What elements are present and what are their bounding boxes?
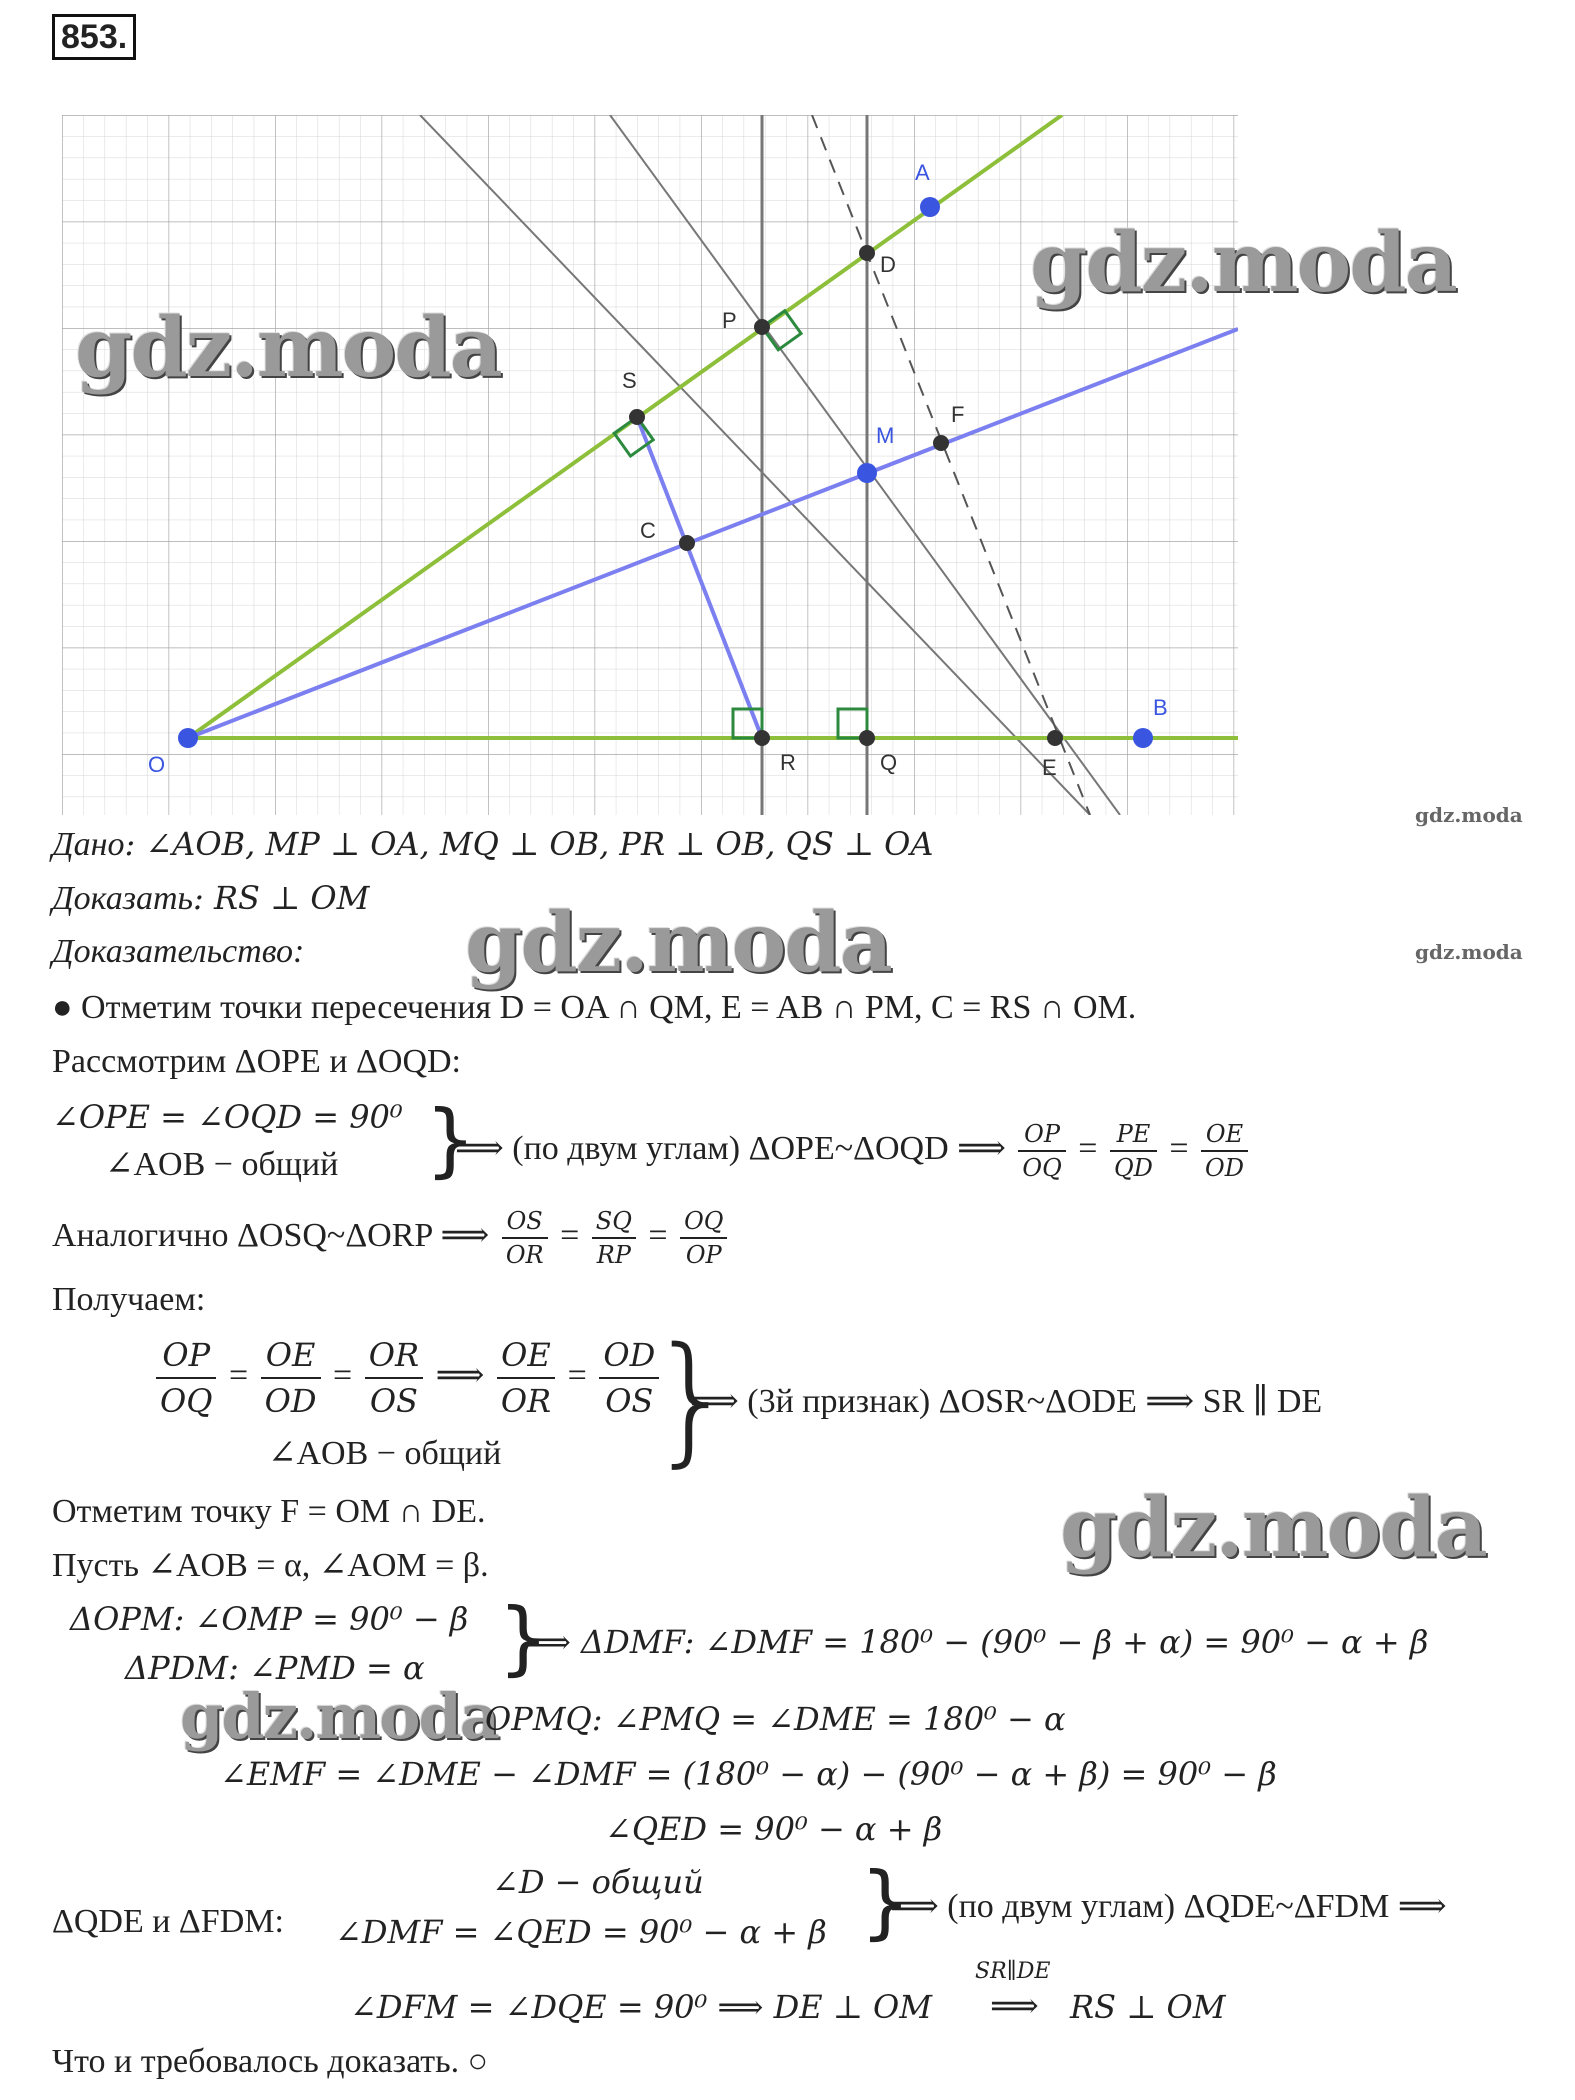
fraction: $\frac{OP}{OQ}$ — [1018, 1118, 1065, 1184]
fraction: $\frac{OQ}{OP}$ — [680, 1205, 727, 1271]
point-E — [1047, 730, 1063, 746]
fraction: $\frac{OS}{OR}$ — [502, 1205, 548, 1271]
label-Q: Q — [880, 750, 898, 775]
label-B: B — [1153, 695, 1168, 720]
let-line: Пусть ∠AOB = α, ∠AOM = β. — [52, 1547, 489, 1584]
end-line: Что и требовалось доказать. ○ — [52, 2043, 489, 2080]
fraction: $\frac{PE}{QD}$ — [1110, 1118, 1157, 1184]
label-A: A — [915, 160, 930, 185]
mark-F-line: Отметим точку F = OM ∩ DE. — [52, 1493, 486, 1530]
result-1: ⟹ (по двум углам) ΔOPE~ΔOQD ⟹ $\frac{OP}{OQ}$ = $\frac{PE}{QD}$ = $\frac{OE}{OD}$ — [455, 1118, 1252, 1184]
proof-label: Доказательство: — [52, 933, 305, 970]
watermark: gdz.moda — [1030, 215, 1456, 311]
fraction: $\frac{OP}{OQ}$ — [156, 1333, 216, 1423]
point-Q — [859, 730, 875, 746]
ratios-line: $\frac{OP}{OQ}$ = $\frac{OE}{OD}$ = $\frac{OR}{OS}$ ⟹ $\frac{OE}{OR}$ = $\frac{OD}{OS}$ — [152, 1333, 663, 1423]
consider-line: Рассмотрим ΔOPE и ΔOQD: — [52, 1043, 461, 1080]
label-E: E — [1042, 755, 1057, 780]
label-S: S — [622, 368, 637, 393]
label-F: F — [951, 402, 965, 427]
task-number: 853. — [52, 14, 136, 60]
brace: } — [425, 1093, 476, 1186]
label-D: D — [880, 252, 896, 277]
opm-line: ΔOPM: ∠OMP = 90⁰ − β — [70, 1600, 469, 1638]
label-P: P — [722, 308, 737, 333]
prove-line: Доказать: RS ⊥ OM — [52, 879, 370, 917]
point-C — [679, 535, 695, 551]
fraction: $\frac{OE}{OD}$ — [261, 1333, 321, 1423]
given-line: Дано: ∠AOB, MP ⊥ OA, MQ ⊥ OB, PR ⊥ OB, QS ⊥ OA — [52, 825, 934, 863]
watermark-small: gdz.moda — [1415, 803, 1523, 827]
emf-line: ∠EMF = ∠DME − ∠DMF = (180⁰ − α) − (90⁰ − α + β) = 90⁰ − β — [220, 1755, 1277, 1793]
result-3: ⟹ (по двум углам) ΔQDE~ΔFDM ⟹ — [890, 1888, 1447, 1925]
label-O: O — [148, 752, 166, 777]
d-common: ∠D − общий — [492, 1863, 704, 1901]
watermark: gdz.moda — [465, 895, 891, 991]
opmq-line: OPMQ: ∠PMQ = ∠DME = 180⁰ − α — [485, 1700, 1066, 1738]
final-result: RS ⊥ OM — [1070, 1988, 1226, 2026]
result-2: ⟹ (3й признак) ΔOSR~ΔODE ⟹ SR ∥ DE — [690, 1383, 1323, 1420]
final-over: SR∥DE — [975, 1959, 1051, 1984]
we-get-line: Получаем: — [52, 1281, 206, 1318]
watermark: gdz.moda — [75, 300, 501, 396]
label-R: R — [780, 750, 796, 775]
fraction: $\frac{OE}{OR}$ — [497, 1333, 555, 1423]
dmf-line: ⟹ ΔDMF: ∠DMF = 180⁰ − (90⁰ − β + α) = 90⁰ − α + β — [525, 1623, 1429, 1661]
pdm-line: ΔPDM: ∠PMD = α — [125, 1649, 425, 1687]
brace: } — [498, 1591, 549, 1684]
fraction: $\frac{OR}{OS}$ — [365, 1333, 423, 1423]
point-S — [629, 409, 645, 425]
point-P — [754, 319, 770, 335]
watermark: gdz.moda — [1060, 1480, 1486, 1576]
point-F — [933, 435, 949, 451]
final-line: ∠DFM = ∠DQE = 90⁰ ⟹ DE ⊥ OM — [350, 1988, 933, 2026]
point-B — [1133, 728, 1153, 748]
watermark-small: gdz.moda — [1415, 940, 1523, 964]
triangles-line: ΔQDE и ΔFDM: — [52, 1903, 284, 1940]
point-D — [859, 245, 875, 261]
qed-line: ∠QED = 90⁰ − α + β — [605, 1810, 943, 1848]
point-O — [178, 728, 198, 748]
mark-points-line: ● Отметим точки пересечения D = OA ∩ QM, E = AB ∩ PM, C = RS ∩ OM. — [52, 989, 1137, 1026]
watermark: gdz.moda — [180, 1680, 498, 1753]
final-arrow: ⟹ — [990, 1988, 1039, 2025]
geometry-figure — [0, 0, 1575, 820]
fraction: $\frac{SQ}{RP}$ — [592, 1205, 636, 1271]
brace: } — [860, 1855, 911, 1948]
point-R — [754, 730, 770, 746]
eq1b: ∠AOB − общий — [105, 1146, 339, 1183]
similarly-line: Аналогично ΔOSQ~ΔORP ⟹ $\frac{OS}{OR}$ = $\frac{SQ}{RP}$ = $\frac{OQ}{OP}$ — [52, 1205, 731, 1271]
point-M — [857, 463, 877, 483]
label-M: M — [876, 423, 895, 448]
fraction: $\frac{OE}{OD}$ — [1201, 1118, 1248, 1184]
common-line: ∠AOB − общий — [268, 1435, 502, 1472]
eq1a: ∠OPE = ∠OQD = 90⁰ — [52, 1098, 403, 1136]
brace: } — [648, 1318, 738, 1481]
fraction: $\frac{OD}{OS}$ — [599, 1333, 659, 1423]
dmf-qed: ∠DMF = ∠QED = 90⁰ − α + β — [335, 1913, 827, 1951]
point-A — [920, 197, 940, 217]
label-C: C — [640, 518, 656, 543]
